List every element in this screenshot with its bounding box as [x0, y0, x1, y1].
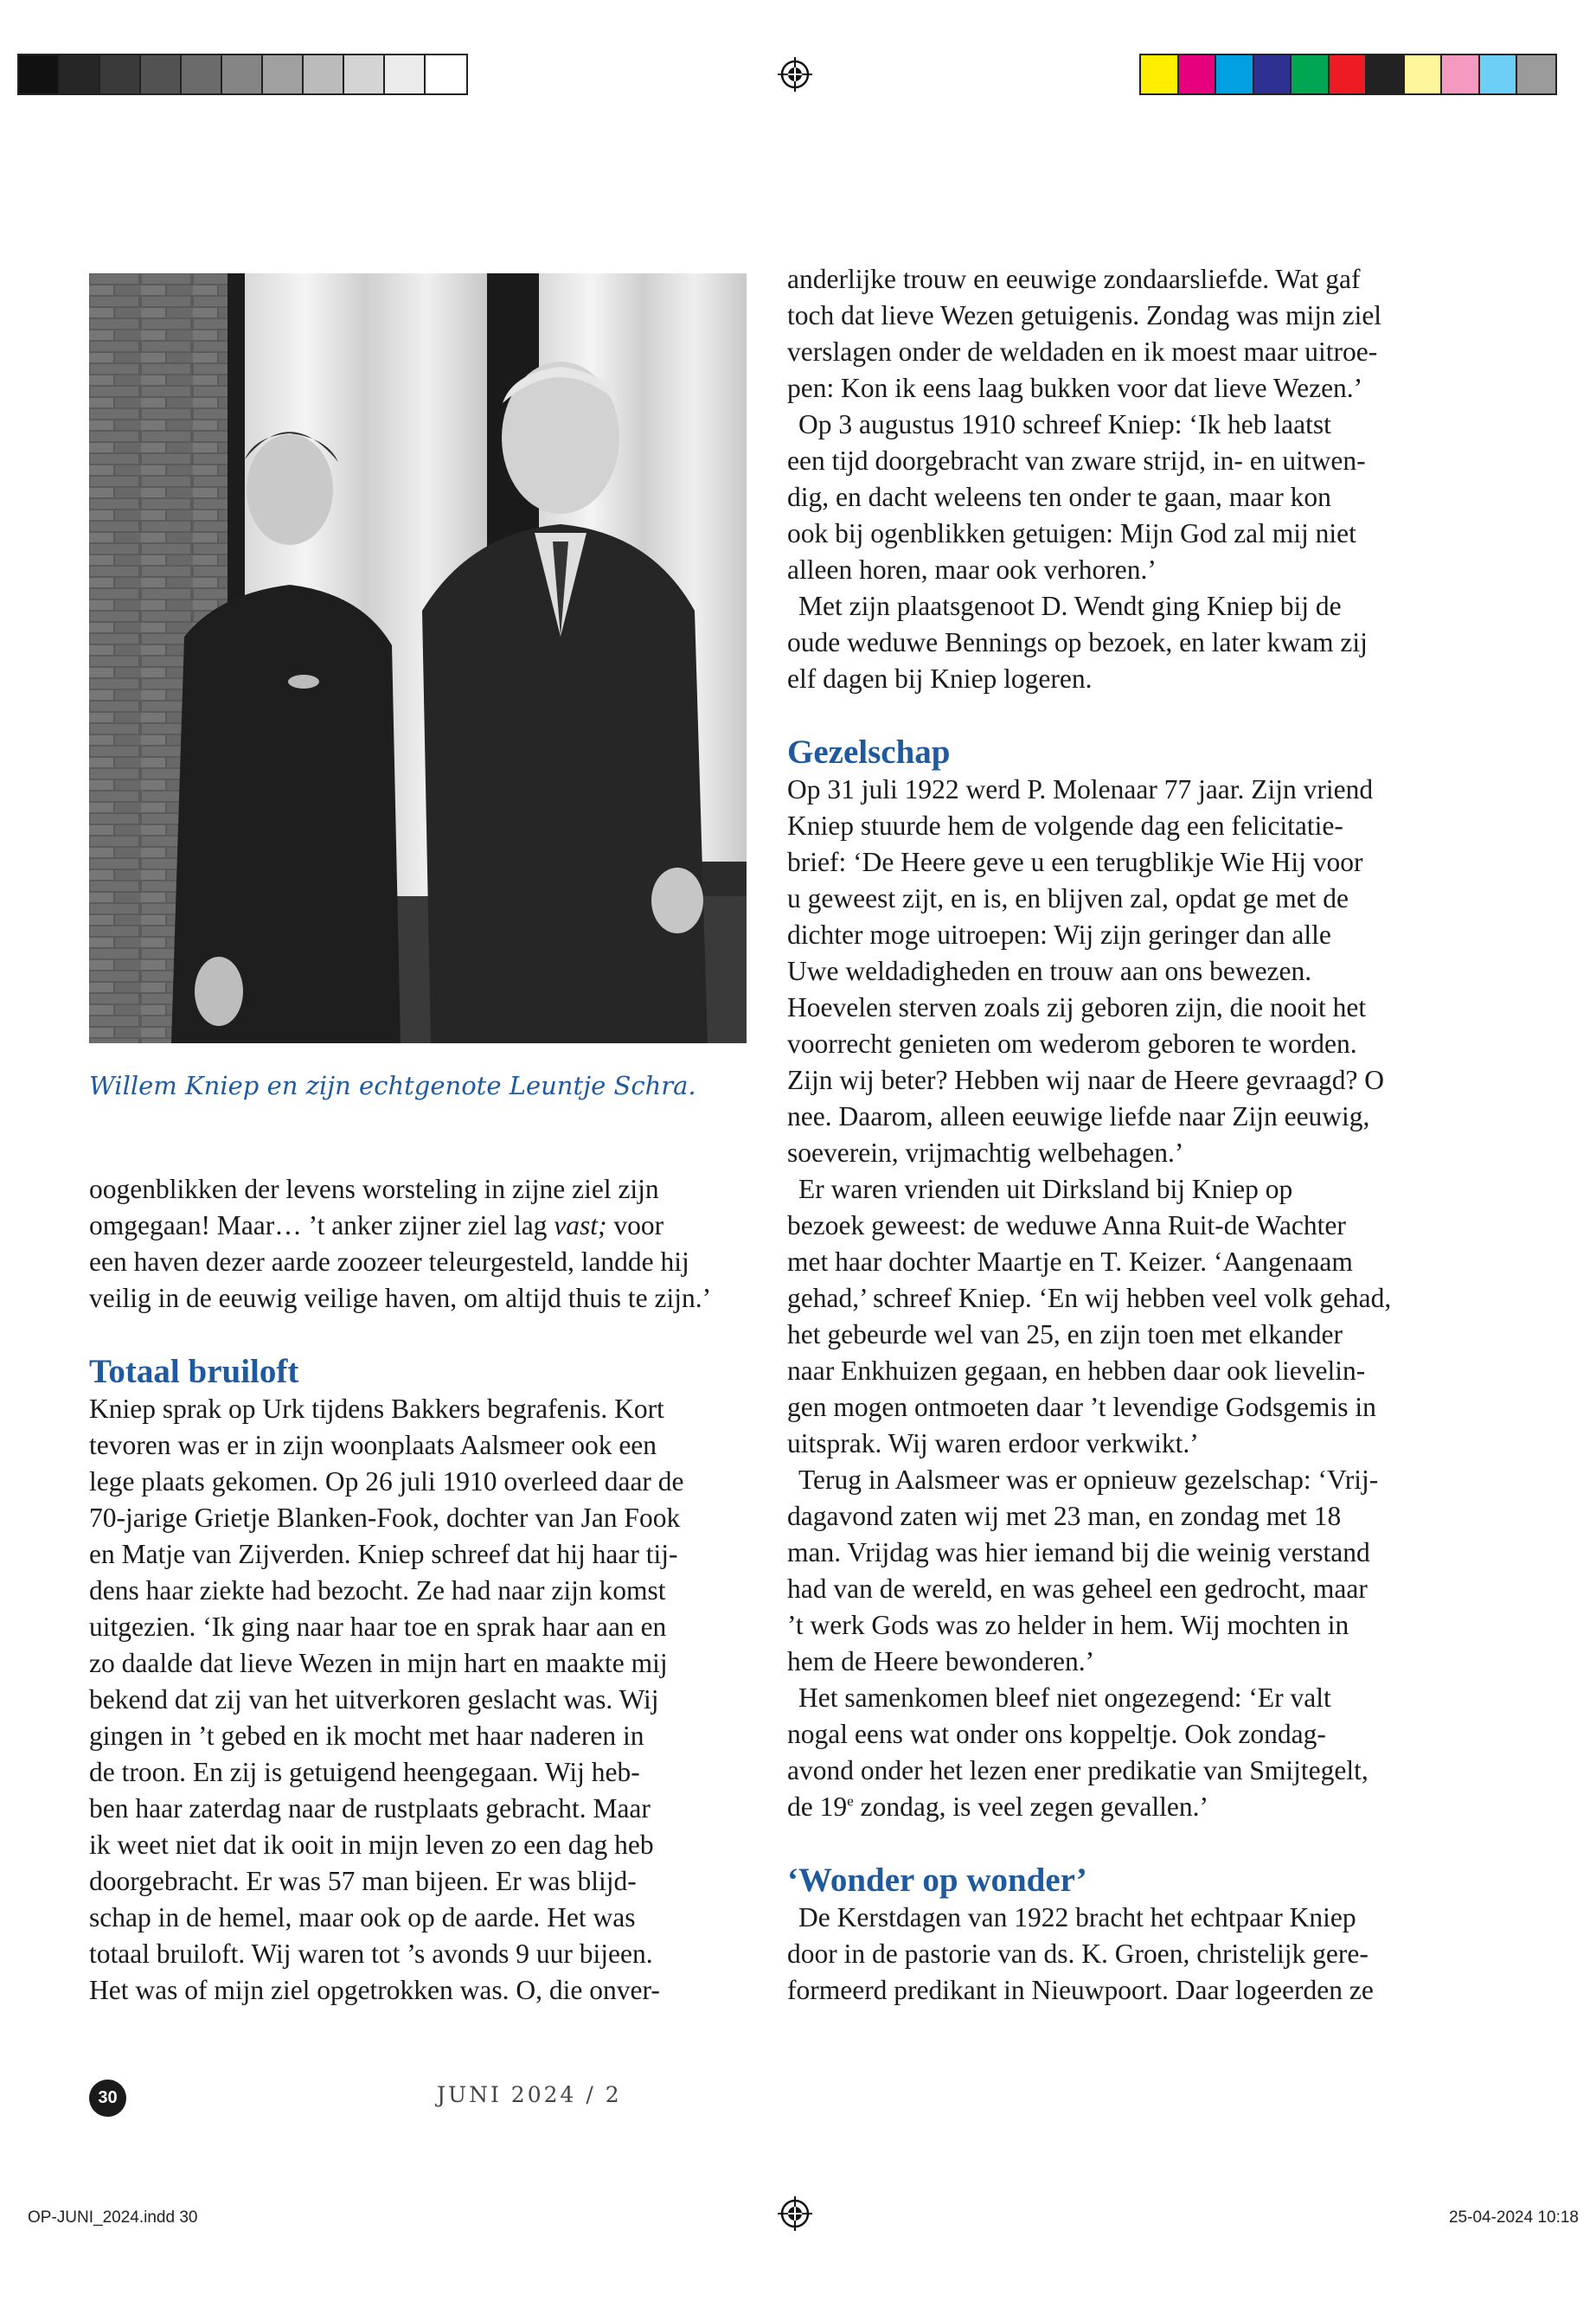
color-swatch	[1292, 55, 1330, 93]
text-line: alleen horen, maar ook verhoren.’	[787, 554, 1157, 585]
text-line: bekend dat zij van het uitverkoren geslacht was. Wij	[89, 1684, 659, 1715]
text-line: ook bij ogenblikken getuigen: Mijn God zal mij niet	[787, 518, 1356, 548]
text-line: Op 3 augustus 1910 schreef Kniep: ‘Ik heb laatst	[798, 409, 1331, 439]
text-line: Zijn wij beter? Hebben wij naar de Heere gevraagd? O	[787, 1065, 1385, 1095]
text-line: toch dat lieve Wezen getuigenis. Zondag was mijn ziel	[787, 300, 1382, 330]
color-swatch	[1141, 55, 1179, 93]
color-swatch	[1254, 55, 1292, 93]
section-heading: ‘Wonder op wonder’	[787, 1862, 1087, 1899]
gray-swatch	[344, 55, 385, 93]
text-line: ’t werk Gods was zo helder in hem. Wij mochten in	[787, 1610, 1349, 1640]
color-swatch	[1517, 55, 1555, 93]
gray-swatch	[19, 55, 60, 93]
color-calibration-bar	[1139, 54, 1557, 95]
gray-swatch	[182, 55, 222, 93]
text-line: Er waren vrienden uit Dirksland bij Kniep op	[798, 1174, 1293, 1204]
text-line: 70-jarige Grietje Blanken-Fook, dochter van Jan Fook	[89, 1503, 681, 1533]
text-line: verslagen onder de weldaden en ik moest maar uitroe-	[787, 336, 1378, 367]
text-line: oogenblikken der levens worsteling in zijne ziel zijn	[89, 1174, 659, 1204]
text-line: nogal eens wat onder ons koppeltje. Ook zondag-	[787, 1719, 1326, 1749]
text-line: man. Vrijdag was hier iemand bij die weinig verstand	[787, 1537, 1370, 1567]
slug-datetime: 25-04-2024 10:18	[1448, 2208, 1579, 2227]
text-line: gen mogen ontmoeten daar ’t levendige Godsgemis in	[787, 1392, 1376, 1422]
text-line: brief: ‘De Heere geve u een terugblikje Wie Hij voor	[787, 847, 1363, 877]
text-line: naar Enkhuizen gegaan, en hebben daar ook lievelin-	[787, 1356, 1366, 1386]
text-line: omgegaan! Maar… ’t anker zijner ziel lag vast; voor	[89, 1210, 664, 1240]
text-line: dig, en dacht weleens ten onder te gaan, maar kon	[787, 482, 1331, 512]
section-heading: Gezelschap	[787, 734, 951, 771]
text-line: De Kerstdagen van 1922 bracht het echtpaar Kniep	[798, 1902, 1356, 1932]
text-line: elf dagen bij Kniep logeren.	[787, 663, 1093, 694]
text-line: totaal bruiloft. Wij waren tot ’s avonds 9 uur bijeen.	[89, 1939, 653, 1969]
text-line: en Matje van Zijverden. Kniep schreef dat hij haar tij-	[89, 1539, 678, 1569]
photo-caption: Willem Kniep en zijn echtgenote Leuntje Schra.	[89, 1071, 696, 1100]
superscript: e	[847, 1792, 854, 1810]
color-swatch	[1216, 55, 1254, 93]
text-line: u geweest zijt, en is, en blijven zal, opdat ge met de	[787, 883, 1349, 913]
text-line: voorrecht genieten om wederom geboren te worden.	[787, 1029, 1357, 1059]
text-line: dagavond zaten wij met 23 man, en zondag met 18	[787, 1501, 1342, 1531]
text-line: de troon. En zij is getuigend heengegaan. Wij heb-	[89, 1757, 640, 1787]
text-line: het gebeurde wel van 25, en zijn toen met elkander	[787, 1319, 1343, 1349]
text-line: Terug in Aalsmeer was er opnieuw gezelschap: ‘Vrij-	[798, 1465, 1379, 1495]
left-text-column	[89, 1171, 760, 2009]
gray-swatch	[222, 55, 263, 93]
text-line: Kniep stuurde hem de volgende dag een felicitatie-	[787, 811, 1343, 841]
text-line: oude weduwe Bennings op bezoek, en later kwam zij	[787, 627, 1368, 657]
gray-swatch	[426, 55, 466, 93]
text-line: dichter moge uitroepen: Wij zijn geringer dan alle	[787, 920, 1331, 950]
text-line: door in de pastorie van ds. K. Groen, christelijk gere-	[787, 1939, 1368, 1969]
color-swatch	[1367, 55, 1405, 93]
text-line: dens haar ziekte had bezocht. Ze had naar zijn komst	[89, 1575, 666, 1606]
portrait-photo	[89, 273, 747, 1043]
text-line: Met zijn plaatsgenoot D. Wendt ging Kniep bij de	[798, 591, 1342, 621]
color-swatch	[1442, 55, 1480, 93]
text-line: Hoevelen sterven zoals zij geboren zijn, die nooit het	[787, 992, 1367, 1022]
text-line: gehad,’ schreef Kniep. ‘En wij hebben veel volk gehad,	[787, 1283, 1392, 1313]
text-line: doorgebracht. Er was 57 man bijeen. Er was blijd-	[89, 1866, 637, 1896]
right-text-column	[787, 261, 1471, 2009]
text-line: zo daalde dat lieve Wezen in mijn hart en maakte mij	[89, 1648, 668, 1678]
text-line: een haven dezer aarde zoozeer teleurgesteld, landde hij	[89, 1247, 689, 1277]
text-line: bezoek geweest: de weduwe Anna Ruit-de Wachter	[787, 1210, 1346, 1240]
color-swatch	[1480, 55, 1518, 93]
text-line: met haar dochter Maartje en T. Keizer. ‘Aangenaam	[787, 1247, 1353, 1277]
color-swatch	[1179, 55, 1217, 93]
emphasis: vast;	[554, 1210, 607, 1240]
text-line: lege plaats gekomen. Op 26 juli 1910 overleed daar de	[89, 1466, 684, 1497]
page-number-badge: 30	[89, 2080, 126, 2117]
text-line: Op 31 juli 1922 werd P. Molenaar 77 jaar. Zijn vriend	[787, 774, 1374, 804]
color-swatch	[1405, 55, 1443, 93]
slug-filename: OP-JUNI_2024.indd 30	[28, 2208, 198, 2227]
issue-label: JUNI 2024 / 2	[437, 2082, 622, 2107]
registration-mark-icon	[776, 2195, 814, 2233]
text-line: tevoren was er in zijn woonplaats Aalsmeer ook een	[89, 1430, 657, 1460]
text-line: ben haar zaterdag naar de rustplaats gebracht. Maar	[89, 1793, 651, 1823]
gray-swatch	[100, 55, 141, 93]
section-heading: Totaal bruiloft	[89, 1353, 299, 1390]
text-line: nee. Daarom, alleen eeuwige liefde naar Zijn eeuwig,	[787, 1101, 1370, 1131]
gray-swatch	[385, 55, 426, 93]
text-line: formeerd predikant in Nieuwpoort. Daar logeerden ze	[787, 1975, 1374, 2005]
text-line: Uwe weldadigheden en trouw aan ons bewezen.	[787, 956, 1312, 986]
text-line: de 19e zondag, is veel zegen gevallen.’	[787, 1791, 1208, 1822]
text-line: had van de wereld, en was geheel een gedrocht, maar	[787, 1574, 1368, 1604]
text-line: hem de Heere bewonderen.’	[787, 1646, 1095, 1676]
color-swatch	[1330, 55, 1368, 93]
gray-swatch	[141, 55, 182, 93]
text-line: veilig in de eeuwig veilige haven, om altijd thuis te zijn.’	[89, 1283, 712, 1313]
text-line: ik weet niet dat ik ooit in mijn leven zo een dag heb	[89, 1830, 654, 1860]
text-line: uitsprak. Wij waren erdoor verkwikt.’	[787, 1428, 1199, 1458]
grayscale-calibration-bar	[17, 54, 468, 95]
gray-swatch	[60, 55, 100, 93]
text-line: schap in de hemel, maar ook op de aarde. Het was	[89, 1902, 636, 1932]
text-line: een tijd doorgebracht van zware strijd, in- en uitwen-	[787, 445, 1366, 476]
text-line: soeverein, vrijmachtig welbehagen.’	[787, 1138, 1184, 1168]
text-line: gingen in ’t gebed en ik mocht met haar naderen in	[89, 1721, 644, 1751]
gray-swatch	[263, 55, 304, 93]
text-line: pen: Kon ik eens laag bukken voor dat lieve Wezen.’	[787, 373, 1363, 403]
text-line: avond onder het lezen ener predikatie van Smijtegelt,	[787, 1755, 1368, 1785]
text-line: Het samenkomen bleef niet ongezegend: ‘Er valt	[798, 1682, 1331, 1713]
text-line: Het was of mijn ziel opgetrokken was. O, die onver-	[89, 1975, 660, 2005]
text-line: Kniep sprak op Urk tijdens Bakkers begrafenis. Kort	[89, 1394, 664, 1424]
registration-mark-icon	[776, 55, 814, 93]
text-line: uitgezien. ‘Ik ging naar haar toe en sprak haar aan en	[89, 1612, 667, 1642]
gray-swatch	[304, 55, 344, 93]
text-line: anderlijke trouw en eeuwige zondaarsliefde. Wat gaf	[787, 264, 1361, 294]
